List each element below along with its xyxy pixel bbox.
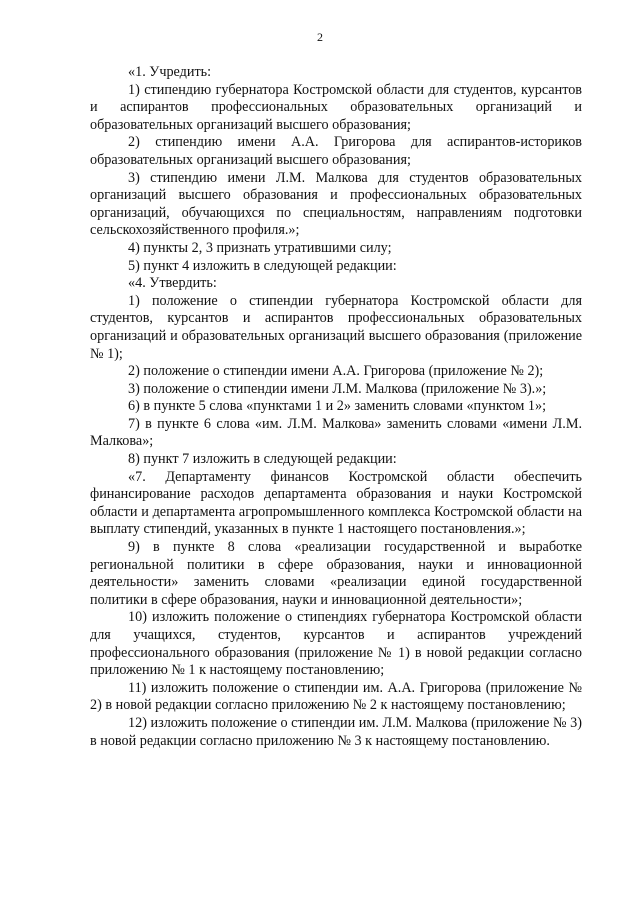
paragraph-9: 2) положение о стипендии имени А.А. Григорова (приложение № 2); [128, 363, 544, 380]
paragraph-11: 6) в пункте 5 слова «пунктами 1 и 2» заменить словами «пунктом 1»; [128, 398, 547, 415]
paragraph-12: 7) в пункте 6 слова «им. Л.М. Малкова» заменить словами «имени Л.М. Малкова»; [90, 415, 582, 450]
paragraph-7: «4. Утвердить: [128, 275, 217, 292]
paragraph-15: 9) в пункте 8 слова «реализации государственной и выработке региональной политики в сфере образования, науки и инновационной деятельности» заменить словами «реализации единой государственной политики в сфере образования, науки и инновационной деятельности»; [90, 539, 582, 608]
paragraph-16: 10) изложить положение о стипендиях губернатора Костромской области для учащихся, студентов, курсантов и аспирантов учреждений профессионального образования (приложение № 1) в новой редакции согласно приложению № 1 к настоящему постановлению; [90, 609, 582, 679]
paragraph-10: 3) положение о стипендии имени Л.М. Малкова (приложение № 3).»; [128, 380, 547, 397]
paragraph-2: 1) стипендию губернатора Костромской области для студентов, курсантов и аспирантов профессиональных образовательных организаций и образовательных организаций высшего образования; [90, 81, 582, 133]
paragraph-5: 4) пункты 2, 3 признать утратившими силу; [128, 239, 392, 256]
paragraph-8: 1) положение о стипендии губернатора Костромской области для студентов, курсантов и аспирантов профессиональных образовательных организаций и образовательных организаций высшего образования (приложение № 1); [90, 292, 582, 362]
paragraph-3: 2) стипендию имени А.А. Григорова для аспирантов-историков образовательных организаций высшего образования; [90, 134, 582, 168]
document-body [90, 64, 582, 750]
paragraph-17: 11) изложить положение о стипендии им. А.А. Григорова (приложение № 2) в новой редакции согласно приложению № 2 к настоящему постановлению; [90, 679, 582, 714]
paragraph-13: 8) пункт 7 изложить в следующей редакции: [128, 451, 397, 468]
paragraph-18: 12) изложить положение о стипендии им. Л.М. Малкова (приложение № 3) в новой редакции согласно приложению № 3 к настоящему постановлению. [90, 714, 582, 749]
paragraph-14: «7. Департаменту финансов Костромской области обеспечить финансирование расходов департамента образования и науки Костромской области и департамента агропромышленного комплекса Костромской области на выплату стипендий, указанных в пункте 1 настоящего постановления.»; [90, 468, 582, 538]
paragraph-1: «1. Учредить: [128, 64, 212, 80]
page-number: 2 [317, 30, 323, 44]
paragraph-4: 3) стипендию имени Л.М. Малкова для студентов образовательных организаций высшего образования и профессиональных образовательных организаций, обучающихся по специальностям, направлениям подготовки сельскохозяйственного профиля.»; [90, 169, 582, 239]
paragraph-6: 5) пункт 4 изложить в следующей редакции: [128, 257, 397, 274]
